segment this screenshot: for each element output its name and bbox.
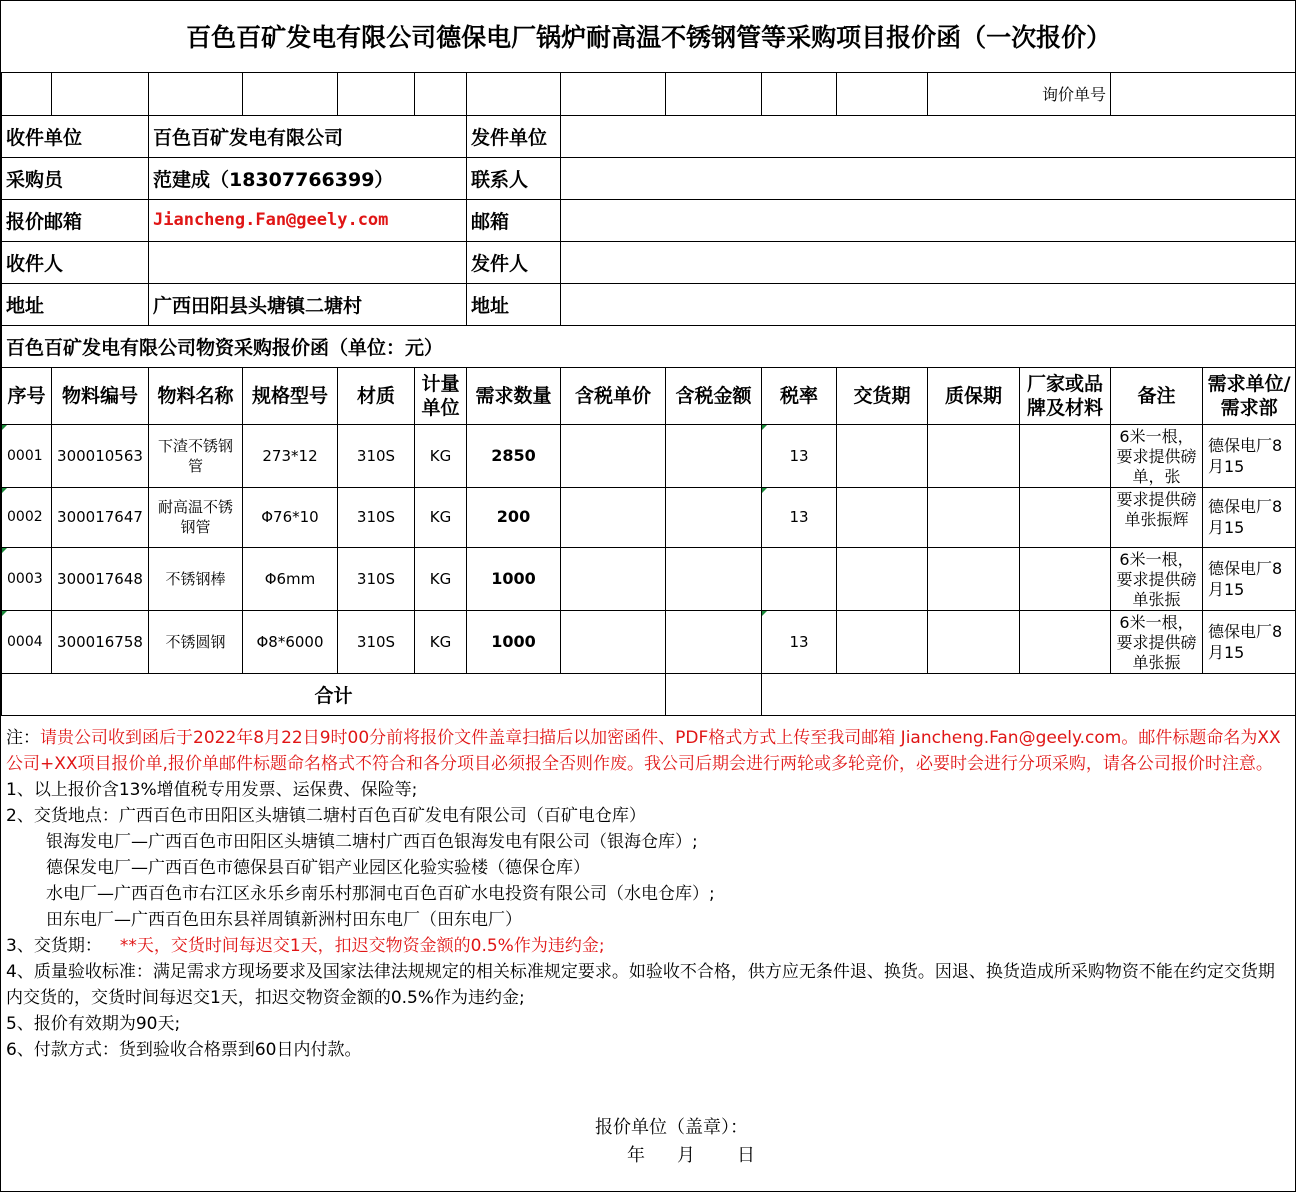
quotation-table: [1, 1, 1296, 716]
address2-label: 地址: [467, 283, 561, 325]
cell-spec: Φ6mm: [243, 547, 338, 610]
cell-note: 要求提供磅单张振辉: [1111, 487, 1203, 547]
cell-name: 不锈钢棒: [149, 547, 243, 610]
note-3-text: **天，交货时间每迟交1天，扣迟交物资金额的0.5%作为违约金;: [119, 936, 605, 956]
quote-email-value: Jiancheng.Fan@geely.com: [149, 199, 467, 241]
cell-dept: 德保电厂8月15: [1203, 610, 1296, 673]
address-label: 地址: [2, 283, 149, 325]
cell-unit-price[interactable]: [561, 424, 666, 487]
cell-material: 310S: [338, 487, 415, 547]
header-unit: 计量单位: [415, 367, 467, 424]
cell-code: 300017648: [52, 547, 149, 610]
cell-note: 6米一根，要求提供磅单，张: [1111, 424, 1203, 487]
cell-delivery[interactable]: [837, 424, 928, 487]
note-2b: 德保发电厂—广西百色市德保县百矿铝产业园区化验实验楼（德保仓库）: [46, 858, 590, 878]
cell-amount[interactable]: [666, 424, 762, 487]
cell-dept: 德保电厂8月15: [1203, 487, 1296, 547]
cell-unit-price[interactable]: [561, 547, 666, 610]
page-title: 百色百矿发电有限公司德保电厂锅炉耐高温不锈钢管等采购项目报价函（一次报价）: [2, 1, 1296, 72]
cell-code: 300016758: [52, 610, 149, 673]
sender-unit-value[interactable]: [561, 115, 1296, 157]
cell-dept: 德保电厂8月15: [1203, 547, 1296, 610]
cell-note: 6米一根，要求提供磅单张振: [1111, 547, 1203, 610]
quote-email-label: 报价邮箱: [2, 199, 149, 241]
cell-material: 310S: [338, 610, 415, 673]
receiver-unit-label: 收件单位: [2, 115, 149, 157]
cell-brand[interactable]: [1020, 547, 1111, 610]
note-3: [6, 933, 1290, 959]
table-row: [2, 547, 1296, 610]
total-amount[interactable]: [666, 673, 762, 715]
receiver-value: [149, 241, 467, 283]
note-2: 2、交货地点：广西百色市田阳区头塘镇二塘村百色百矿发电有限公司（百矿电仓库）: [6, 806, 646, 826]
cell-unit: KG: [415, 487, 467, 547]
cell-tax-rate: [762, 547, 837, 610]
note-0-prefix: 注：: [6, 728, 40, 748]
cell-warranty[interactable]: [928, 547, 1020, 610]
cell-unit-price[interactable]: [561, 610, 666, 673]
note-4: 4、质量验收标准：满足需求方现场要求及国家法律法规规定的相关标准规定要求。如验收不合格，供方应无条件退、换货。因退、换货造成所采购物资不能在约定交货期内交货的，交货时间每迟交1天，扣迟交物资金额的0.5%作为违约金;: [6, 962, 1275, 1008]
header-name: 物料名称: [149, 367, 243, 424]
cell-warranty[interactable]: [928, 610, 1020, 673]
sender-unit-label: 发件单位: [467, 115, 561, 157]
cell-tax-rate: 13: [762, 487, 837, 547]
cell-delivery[interactable]: [837, 610, 928, 673]
header-note: 备注: [1111, 367, 1203, 424]
cell-spec: Φ8*6000: [243, 610, 338, 673]
cell-amount[interactable]: [666, 487, 762, 547]
buyer-value: 范建成（18307766399）: [149, 157, 467, 199]
header-delivery: 交货期: [837, 367, 928, 424]
table-row: [2, 424, 1296, 487]
cell-amount[interactable]: [666, 610, 762, 673]
header-spec: 规格型号: [243, 367, 338, 424]
sender-value[interactable]: [561, 241, 1296, 283]
cell-spec: Φ76*10: [243, 487, 338, 547]
header-unit-price: 含税单价: [561, 367, 666, 424]
cell-delivery[interactable]: [837, 487, 928, 547]
section-title: 百色百矿发电有限公司物资采购报价函（单位：元）: [2, 325, 1296, 367]
inquiry-no-value[interactable]: [1111, 72, 1296, 115]
cell-name: 下渣不锈钢管: [149, 424, 243, 487]
cell-code: 300010563: [52, 424, 149, 487]
cell-material: 310S: [338, 424, 415, 487]
buyer-label: 采购员: [2, 157, 149, 199]
cell-qty: 1000: [467, 547, 561, 610]
cell-unit-price[interactable]: [561, 487, 666, 547]
cell-qty: 200: [467, 487, 561, 547]
cell-dept: 德保电厂8月15: [1203, 424, 1296, 487]
contact-value[interactable]: [561, 157, 1296, 199]
cell-code: 300017647: [52, 487, 149, 547]
cell-qty: 2850: [467, 424, 561, 487]
header-qty: 需求数量: [467, 367, 561, 424]
cell-unit: KG: [415, 547, 467, 610]
cell-name: 耐高温不锈钢管: [149, 487, 243, 547]
receiver-label: 收件人: [2, 241, 149, 283]
cell-seq: 0003: [2, 547, 52, 610]
total-remainder: [762, 673, 1296, 715]
sign-year: 年: [627, 1145, 645, 1166]
note-0-text: 请贵公司收到函后于2022年8月22日9时00分前将报价文件盖章扫描后以加密函件、PDF格式方式上传至我司邮箱 Jiancheng.Fan@geely.com。邮件标题命名为XX公司+XX项目报价单,报价单邮件标题命名格式不符合和各分项目必须报全否则作废。我公司后期会进行两轮或多轮竞价，必要时会进行分项采购，请各公司报价时注意。: [6, 728, 1281, 774]
note-5: 5、报价有效期为90天;: [6, 1014, 181, 1034]
header-seq: 序号: [2, 367, 52, 424]
cell-note: 6米一根，要求提供磅单张振: [1111, 610, 1203, 673]
cell-warranty[interactable]: [928, 424, 1020, 487]
note-2d: 田东电厂—广西百色田东县祥周镇新洲村田东电厂（田东电厂）: [46, 910, 522, 930]
table-row: [2, 487, 1296, 547]
note-6: 6、付款方式：货到验收合格票到60日内付款。: [6, 1040, 362, 1060]
header-material: 材质: [338, 367, 415, 424]
sender-label: 发件人: [467, 241, 561, 283]
cell-seq: 0001: [2, 424, 52, 487]
note-1: 1、以上报价含13%增值税专用发票、运保费、保险等;: [6, 780, 418, 800]
note-3-prefix: 3、交货期：: [6, 936, 102, 956]
header-warranty: 质保期: [928, 367, 1020, 424]
header-brand: 厂家或品牌及材料: [1020, 367, 1111, 424]
header-dept: 需求单位/需求部: [1203, 367, 1296, 424]
receiver-unit-value: 百色百矿发电有限公司: [149, 115, 467, 157]
contact-label: 联系人: [467, 157, 561, 199]
cell-material: 310S: [338, 547, 415, 610]
sign-month: 月: [677, 1145, 695, 1166]
header-code: 物料编号: [52, 367, 149, 424]
inquiry-no-label: 询价单号: [928, 72, 1111, 115]
notes-section: [6, 725, 1290, 1063]
cell-seq: 0004: [2, 610, 52, 673]
cell-unit: KG: [415, 424, 467, 487]
cell-brand[interactable]: [1020, 610, 1111, 673]
cell-spec: 273*12: [243, 424, 338, 487]
cell-tax-rate: 13: [762, 424, 837, 487]
address-value: 广西田阳县头塘镇二塘村: [149, 283, 467, 325]
cell-tax-rate: 13: [762, 610, 837, 673]
note-0: [6, 725, 1290, 777]
address2-value[interactable]: [561, 283, 1296, 325]
cell-unit: KG: [415, 610, 467, 673]
total-label: 合计: [2, 673, 666, 715]
note-2c: 水电厂—广西百色市右江区永乐乡南乐村那洞屯百色百矿水电投资有限公司（水电仓库）;: [46, 884, 715, 904]
cell-qty: 1000: [467, 610, 561, 673]
cell-brand[interactable]: [1020, 487, 1111, 547]
table-row: [2, 610, 1296, 673]
cell-warranty[interactable]: [928, 487, 1020, 547]
cell-amount[interactable]: [666, 547, 762, 610]
header-tax-rate: 税率: [762, 367, 837, 424]
email-value[interactable]: [561, 199, 1296, 241]
header-amount: 含税金额: [666, 367, 762, 424]
cell-name: 不锈圆钢: [149, 610, 243, 673]
cell-delivery[interactable]: [837, 547, 928, 610]
email-label: 邮箱: [467, 199, 561, 241]
cell-brand[interactable]: [1020, 424, 1111, 487]
note-2a: 银海发电厂—广西百色市田阳区头塘镇二塘村广西百色银海发电有限公司（银海仓库）;: [46, 832, 698, 852]
cell-seq: 0002: [2, 487, 52, 547]
sign-day: 日: [737, 1145, 755, 1166]
quote-unit-seal-label: 报价单位（盖章）：: [595, 1117, 748, 1138]
